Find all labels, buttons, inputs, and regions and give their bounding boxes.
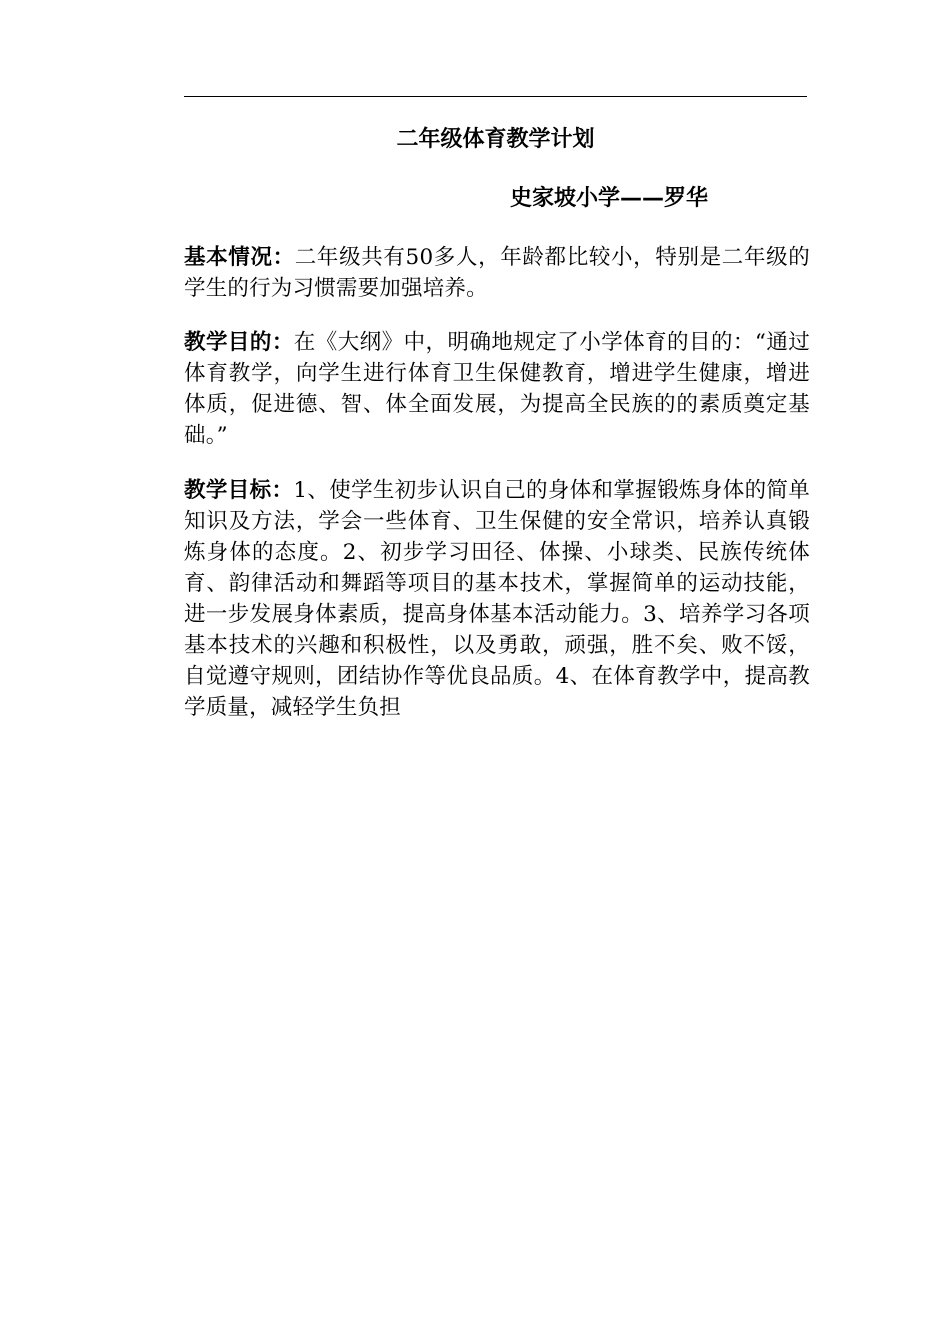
header-rule — [184, 96, 807, 97]
teaching-purpose-text: 在《大纲》中，明确地规定了小学体育的目的：“通过体育教学，向学生进行体育卫生保健教育，增进学生健康，增进体质，促进德、智、体全面发展，为提高全民族的的素质奠定基础。” — [184, 330, 810, 448]
teaching-goals-paragraph — [184, 475, 810, 723]
basic-situation-text: 二年级共有50多人，年龄都比较小，特别是二年级的学生的行为习惯需要加强培养。 — [184, 245, 810, 301]
teaching-purpose-paragraph — [184, 327, 810, 451]
author-line: 史家坡小学——罗华 — [510, 186, 709, 211]
teaching-goals-text: 1、使学生初步认识自己的身体和掌握锻炼身体的简单知识及方法，学会一些体育、卫生保健的安全常识，培养认真锻炼身体的态度。2、初步学习田径、体操、小球类、民族传统体育、韵律活动和舞蹈等项目的基本技术，掌握简单的运动技能，进一步发展身体素质，提高身体基本活动能力。3、培养学习各项基本技术的兴趣和积极性，以及勇敢，顽强，胜不矣、败不馁，自觉遵守规则，团结协作等优良品质。4、在体育教学中，提高教学质量，减轻学生负担 — [184, 478, 810, 720]
teaching-goals-label: 教学目标： — [184, 478, 294, 503]
basic-situation-paragraph — [184, 242, 810, 304]
document-title: 二年级体育教学计划 — [396, 127, 595, 152]
teaching-purpose-label: 教学目的： — [184, 330, 294, 355]
basic-situation-label: 基本情况： — [184, 245, 295, 270]
